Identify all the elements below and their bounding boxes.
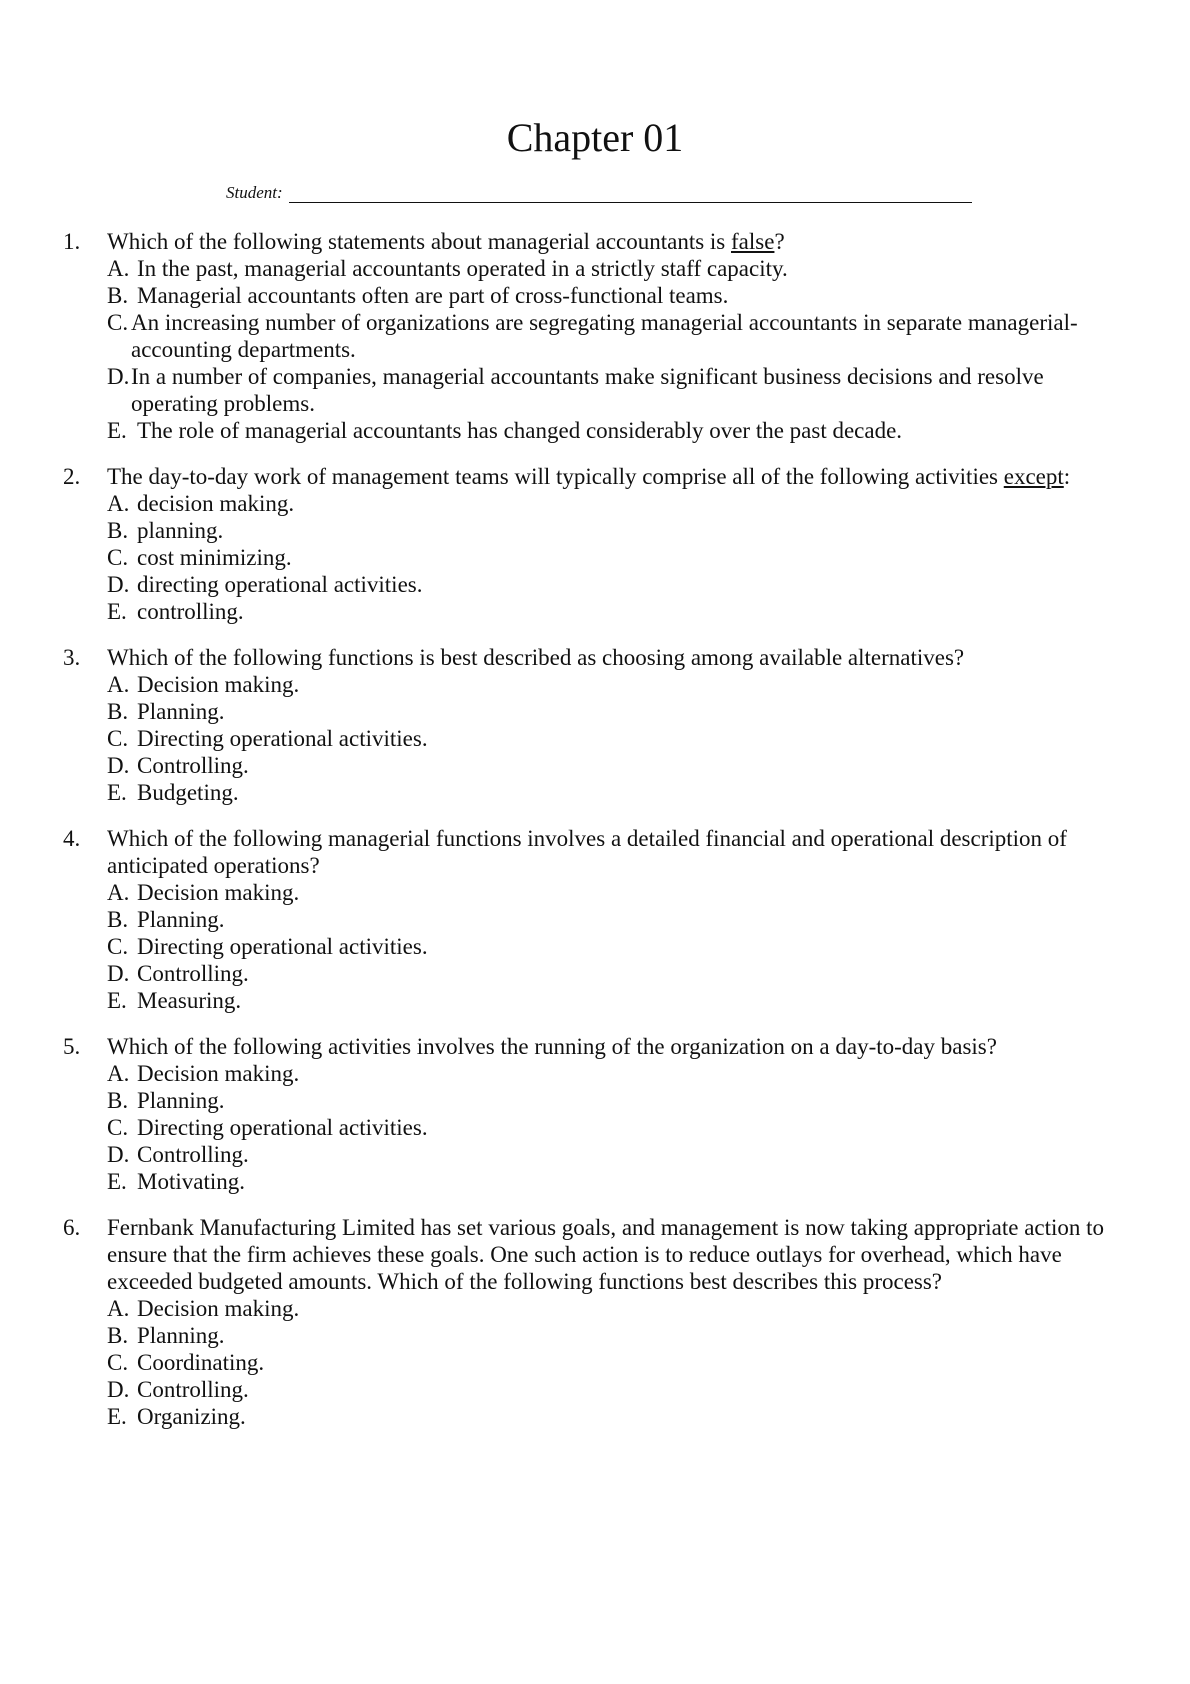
option-letter: E.: [107, 1404, 127, 1429]
option-letter: B.: [107, 907, 129, 932]
answer-option: [107, 255, 1132, 282]
answer-option: [107, 1114, 1132, 1141]
answer-option: [107, 933, 1132, 960]
question-2: [0, 463, 1190, 625]
option-text: Planning.: [137, 699, 225, 724]
question-stem: Which of the following statements about managerial accountants is false?: [107, 229, 785, 254]
option-text: Decision making.: [137, 880, 300, 905]
option-letter: C.: [107, 934, 129, 959]
option-letter: C.: [107, 1115, 129, 1140]
question-5: [0, 1033, 1190, 1195]
emphasis-word: except: [1003, 464, 1064, 489]
question-number: 1.: [63, 229, 81, 254]
answer-option: [107, 1322, 1132, 1349]
answer-option: [107, 282, 1132, 309]
answer-option: [107, 879, 1132, 906]
student-label: Student:: [226, 183, 283, 202]
option-letter: E.: [107, 599, 127, 624]
question-number: 3.: [63, 645, 81, 670]
option-letter: D.: [107, 572, 130, 597]
option-letter: B.: [107, 1323, 129, 1348]
question-stem: Which of the following activities involves the running of the organization on a day-to-day basis?: [107, 1034, 997, 1059]
question-6: [0, 1214, 1190, 1430]
option-text: Directing operational activities.: [137, 1115, 428, 1140]
option-letter: D.: [107, 961, 130, 986]
option-letter: A.: [107, 1296, 130, 1321]
option-text: Controlling.: [137, 1142, 249, 1167]
answer-option: [107, 1087, 1132, 1114]
option-text: Decision making.: [137, 672, 300, 697]
option-text: In the past, managerial accountants operated in a strictly staff capacity.: [137, 256, 788, 281]
answer-option: [107, 698, 1132, 725]
answer-option: [107, 725, 1132, 752]
option-text: cost minimizing.: [137, 545, 292, 570]
question-number: 4.: [63, 826, 81, 851]
question-stem: Which of the following managerial functions involves a detailed financial and operational description of anticipated operations?: [107, 826, 1067, 878]
question-3: [0, 644, 1190, 806]
emphasis-word: false: [731, 229, 775, 254]
page-title: Chapter 01: [506, 115, 684, 160]
question-number: 2.: [63, 464, 81, 489]
option-text: Planning.: [137, 907, 225, 932]
question-number: 5.: [63, 1034, 81, 1059]
option-letter: D.: [107, 364, 130, 389]
answer-option: [107, 1168, 1132, 1195]
option-letter: B.: [107, 699, 129, 724]
option-text: directing operational activities.: [137, 572, 423, 597]
option-letter: E.: [107, 1169, 127, 1194]
option-text: Managerial accountants often are part of cross-functional teams.: [137, 283, 729, 308]
option-letter: E.: [107, 988, 127, 1013]
answer-option: [107, 363, 1132, 417]
option-text: Planning.: [137, 1088, 225, 1113]
student-field: [226, 183, 972, 203]
option-text: Planning.: [137, 1323, 225, 1348]
question-stem: The day-to-day work of management teams will typically comprise all of the following activities except:: [107, 464, 1071, 489]
question-list: [0, 228, 1190, 1449]
answer-option: [107, 671, 1132, 698]
answer-option: [107, 1295, 1132, 1322]
option-letter: D.: [107, 1142, 130, 1167]
option-letter: A.: [107, 1061, 130, 1086]
option-letter: B.: [107, 518, 129, 543]
option-text: Controlling.: [137, 961, 249, 986]
answer-option: [107, 960, 1132, 987]
answer-option: [107, 1349, 1132, 1376]
option-text: Organizing.: [137, 1404, 246, 1429]
option-text: The role of managerial accountants has changed considerably over the past decade.: [137, 418, 903, 443]
option-text: controlling.: [137, 599, 244, 624]
answer-option: [107, 544, 1132, 571]
option-letter: B.: [107, 1088, 129, 1113]
answer-option: [107, 906, 1132, 933]
option-text: Directing operational activities.: [137, 726, 428, 751]
answer-option: [107, 987, 1132, 1014]
question-stem: Which of the following functions is best described as choosing among available alternatives?: [107, 645, 965, 670]
option-letter: E.: [107, 418, 127, 443]
answer-option: [107, 417, 1132, 444]
option-letter: D.: [107, 1377, 130, 1402]
option-letter: C.: [107, 545, 129, 570]
option-letter: A.: [107, 256, 130, 281]
answer-option: [107, 309, 1132, 363]
answer-option: [107, 1060, 1132, 1087]
option-text: Motivating.: [137, 1169, 245, 1194]
answer-option: [107, 490, 1132, 517]
option-text: Controlling.: [137, 1377, 249, 1402]
answer-option: [107, 571, 1132, 598]
option-text: In a number of companies, managerial accountants make significant business decisions and resolve operating problems.: [131, 364, 1044, 416]
answer-option: [107, 1403, 1132, 1430]
question-number: 6.: [63, 1215, 81, 1240]
answer-option: [107, 752, 1132, 779]
option-letter: A.: [107, 491, 130, 516]
option-text: Decision making.: [137, 1061, 300, 1086]
option-letter: A.: [107, 880, 130, 905]
option-text: An increasing number of organizations are segregating managerial accountants in separate managerial-accounting departments.: [131, 310, 1078, 362]
option-text: Directing operational activities.: [137, 934, 428, 959]
answer-option: [107, 598, 1132, 625]
option-letter: C.: [107, 726, 129, 751]
answer-option: [107, 779, 1132, 806]
option-letter: A.: [107, 672, 130, 697]
option-letter: D.: [107, 753, 130, 778]
answer-option: [107, 517, 1132, 544]
option-text: Budgeting.: [137, 780, 239, 805]
student-name-line[interactable]: [289, 184, 972, 203]
question-1: [0, 228, 1190, 444]
option-letter: C.: [107, 310, 129, 335]
option-letter: C.: [107, 1350, 129, 1375]
option-letter: B.: [107, 283, 129, 308]
option-text: Measuring.: [137, 988, 242, 1013]
question-stem: Fernbank Manufacturing Limited has set various goals, and management is now taking appropriate action to ensure that the firm achieves these goals. One such action is to reduce outlays for overhead, which have exceeded budgeted amounts. Which of the following functions best describes this process?: [107, 1215, 1105, 1294]
option-text: Controlling.: [137, 753, 249, 778]
option-text: Decision making.: [137, 1296, 300, 1321]
option-text: planning.: [137, 518, 224, 543]
answer-option: [107, 1376, 1132, 1403]
option-text: decision making.: [137, 491, 295, 516]
option-letter: E.: [107, 780, 127, 805]
question-4: [0, 825, 1190, 1014]
answer-option: [107, 1141, 1132, 1168]
option-text: Coordinating.: [137, 1350, 265, 1375]
